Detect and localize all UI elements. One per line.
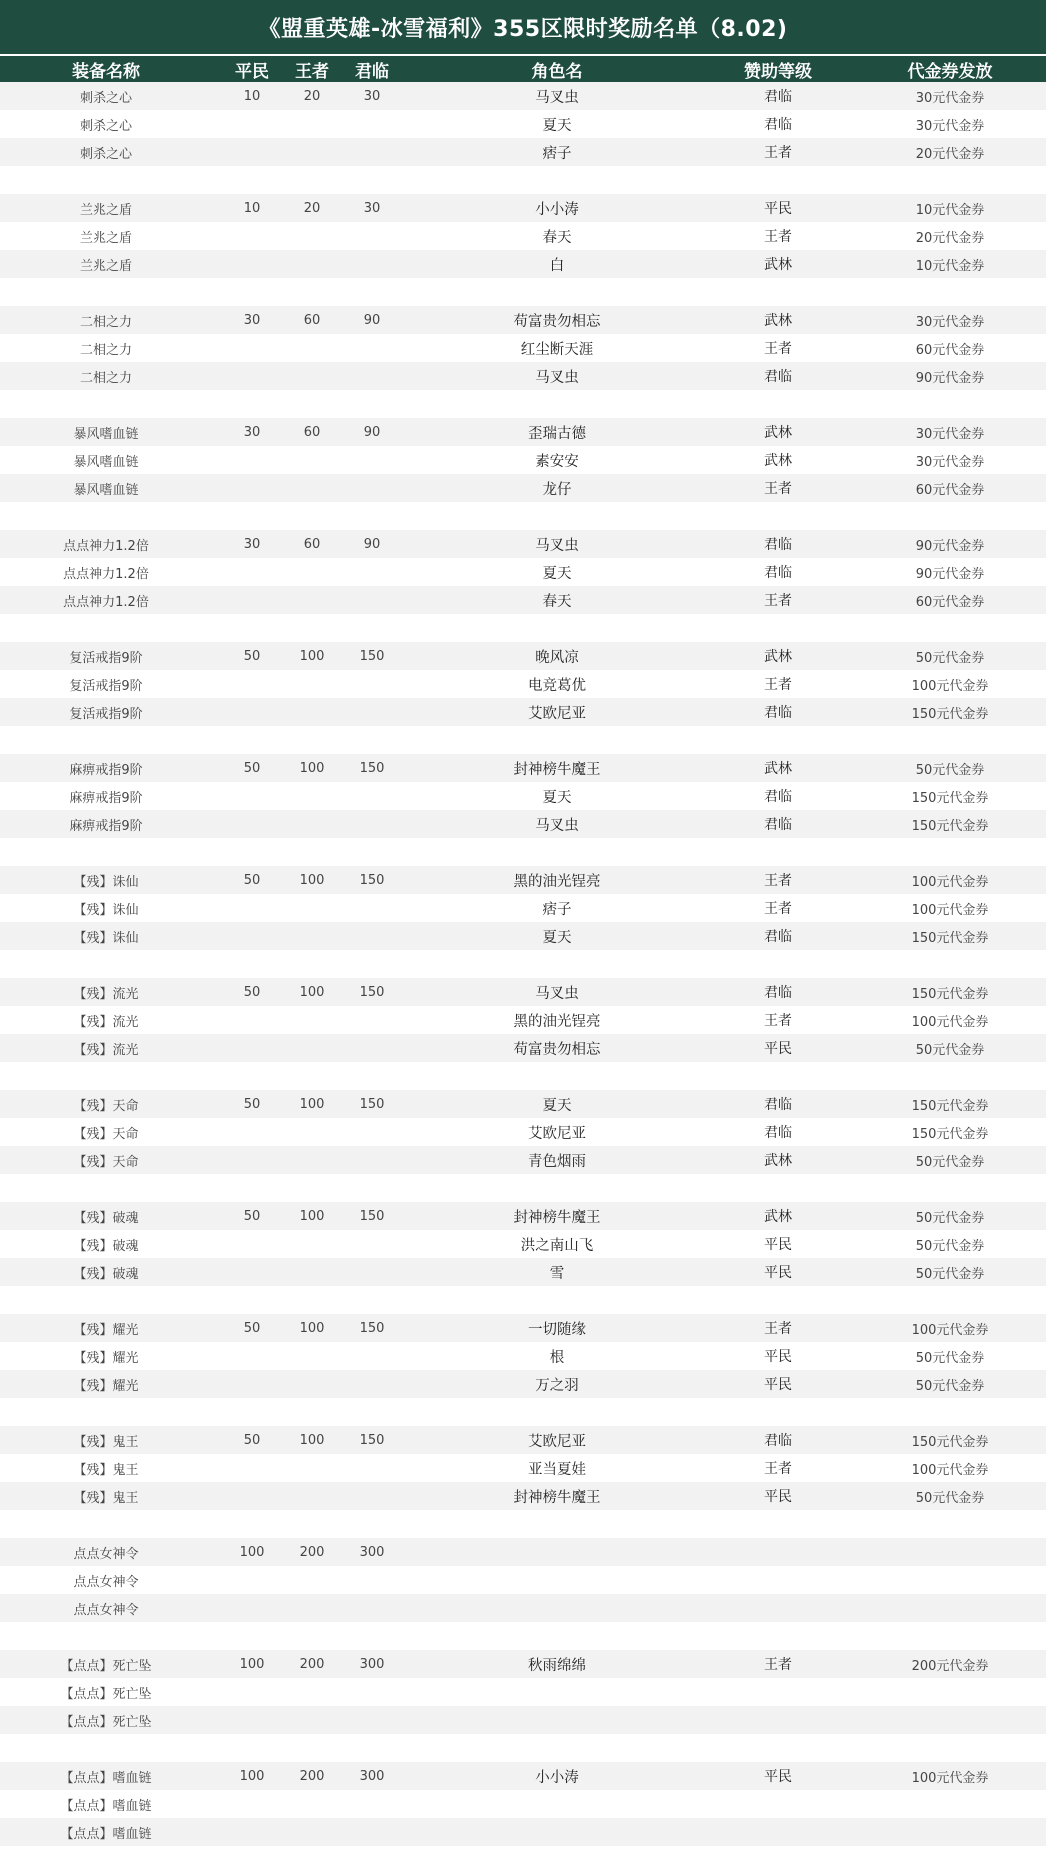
- sponsor-level-cell: 王者: [764, 145, 792, 161]
- header-tier-sovereign: 君临: [355, 61, 389, 82]
- tier-commoner-cell: 50: [243, 1432, 261, 1448]
- spacer-row: [0, 1286, 1046, 1314]
- equipment-name-cell: 暴风嗜血链: [73, 426, 139, 442]
- equipment-name-cell: 刺杀之心: [79, 90, 132, 106]
- table-row: [0, 894, 1046, 922]
- sponsor-level-cell: 君临: [764, 117, 792, 133]
- tier-commoner-cell: 10: [243, 88, 261, 104]
- table-row: [0, 922, 1046, 950]
- coupon-cell: 30元代金券: [915, 426, 985, 442]
- tier-sovereign-cell: 150: [359, 872, 385, 888]
- table-row: [0, 782, 1046, 810]
- coupon-cell: 50元代金券: [915, 1042, 985, 1058]
- spacer-row: [0, 726, 1046, 754]
- role-name-cell: 万之羽: [535, 1377, 579, 1394]
- table-row: [0, 1454, 1046, 1482]
- role-name-cell: 苟富贵勿相忘: [513, 1041, 601, 1058]
- sponsor-level-cell: 君临: [764, 789, 792, 805]
- tier-commoner-cell: 50: [243, 1096, 261, 1112]
- role-name-cell: 艾欧尼亚: [528, 1125, 586, 1142]
- coupon-cell: 100元代金券: [911, 1770, 989, 1786]
- header-coupon: 代金券发放: [907, 61, 993, 82]
- tier-sovereign-cell: 150: [359, 1096, 385, 1112]
- sponsor-level-cell: 君临: [764, 89, 792, 105]
- sponsor-level-cell: 君临: [764, 929, 792, 945]
- table-row: [0, 866, 1046, 894]
- equipment-name-cell: 【残】鬼王: [73, 1462, 139, 1478]
- role-name-cell: 晚风凉: [535, 649, 579, 666]
- equipment-name-cell: 【残】耀光: [73, 1378, 139, 1394]
- tier-king-cell: 100: [299, 1208, 325, 1224]
- tier-commoner-cell: 50: [243, 760, 261, 776]
- sponsor-level-cell: 王者: [764, 229, 792, 245]
- spacer-row: [0, 950, 1046, 978]
- role-name-cell: 痞子: [542, 145, 572, 162]
- equipment-name-cell: 兰兆之盾: [79, 258, 132, 274]
- role-name-cell: 马叉虫: [535, 89, 579, 106]
- coupon-cell: 100元代金券: [911, 874, 989, 890]
- tier-king-cell: 60: [303, 536, 321, 552]
- tier-commoner-cell: 30: [243, 536, 261, 552]
- coupon-cell: 90元代金券: [915, 370, 985, 386]
- sponsor-level-cell: 平民: [764, 201, 792, 217]
- equipment-name-cell: 【残】诛仙: [73, 930, 139, 946]
- spacer-row: [0, 390, 1046, 418]
- equipment-name-cell: 【点点】嗜血链: [60, 1770, 152, 1786]
- tier-sovereign-cell: 30: [363, 200, 381, 216]
- equipment-name-cell: 【点点】嗜血链: [60, 1798, 152, 1814]
- role-name-cell: 夏天: [542, 929, 572, 946]
- tier-sovereign-cell: 300: [359, 1544, 385, 1560]
- coupon-cell: 30元代金券: [915, 454, 985, 470]
- sponsor-level-cell: 武林: [764, 649, 792, 665]
- table-row: [0, 670, 1046, 698]
- equipment-name-cell: 【残】诛仙: [73, 874, 139, 890]
- coupon-cell: 30元代金券: [915, 90, 985, 106]
- role-name-cell: 马叉虫: [535, 369, 579, 386]
- sponsor-level-cell: 君临: [764, 537, 792, 553]
- tier-king-cell: 100: [299, 1096, 325, 1112]
- tier-sovereign-cell: 150: [359, 760, 385, 776]
- role-name-cell: 一切随缘: [528, 1321, 586, 1338]
- role-name-cell: 素安安: [535, 453, 579, 470]
- table-row: [0, 362, 1046, 390]
- table-row: [0, 82, 1046, 110]
- table-row: [0, 1762, 1046, 1790]
- tier-king-cell: 200: [299, 1768, 325, 1784]
- tier-king-cell: 100: [299, 1320, 325, 1336]
- tier-commoner-cell: 50: [243, 872, 261, 888]
- sponsor-level-cell: 平民: [764, 1769, 792, 1785]
- sponsor-level-cell: 武林: [764, 1153, 792, 1169]
- tier-commoner-cell: 50: [243, 648, 261, 664]
- role-name-cell: 根: [549, 1349, 565, 1366]
- role-name-cell: 歪瑞古德: [528, 425, 586, 442]
- tier-commoner-cell: 30: [243, 424, 261, 440]
- equipment-name-cell: 复活戒指9阶: [69, 706, 143, 722]
- sponsor-level-cell: 武林: [764, 257, 792, 273]
- tier-commoner-cell: 50: [243, 984, 261, 1000]
- role-name-cell: 小小涛: [535, 1769, 579, 1786]
- sponsor-level-cell: 王者: [764, 901, 792, 917]
- coupon-cell: 60元代金券: [915, 342, 985, 358]
- coupon-cell: 200元代金券: [911, 1658, 989, 1674]
- coupon-cell: 50元代金券: [915, 1266, 985, 1282]
- coupon-cell: 50元代金券: [915, 762, 985, 778]
- equipment-name-cell: 【残】破魂: [73, 1238, 139, 1254]
- equipment-name-cell: 【残】破魂: [73, 1266, 139, 1282]
- sponsor-level-cell: 君临: [764, 705, 792, 721]
- sponsor-level-cell: 君临: [764, 1125, 792, 1141]
- tier-commoner-cell: 100: [239, 1656, 265, 1672]
- table-row: [0, 110, 1046, 138]
- role-name-cell: 洪之南山飞: [520, 1237, 594, 1254]
- sponsor-level-cell: 王者: [764, 341, 792, 357]
- coupon-cell: 30元代金券: [915, 314, 985, 330]
- sponsor-level-cell: 平民: [764, 1041, 792, 1057]
- sponsor-level-cell: 平民: [764, 1237, 792, 1253]
- tier-king-cell: 60: [303, 312, 321, 328]
- equipment-name-cell: 刺杀之心: [79, 118, 132, 134]
- sponsor-level-cell: 君临: [764, 1433, 792, 1449]
- role-name-cell: 白: [549, 257, 565, 274]
- table-row: [0, 978, 1046, 1006]
- equipment-name-cell: 【点点】嗜血链: [60, 1826, 152, 1842]
- sponsor-level-cell: 王者: [764, 1321, 792, 1337]
- equipment-name-cell: 暴风嗜血链: [73, 482, 139, 498]
- equipment-name-cell: 【残】耀光: [73, 1322, 139, 1338]
- table-row: [0, 1594, 1046, 1622]
- role-name-cell: 春天: [542, 229, 572, 246]
- equipment-name-cell: 【残】鬼王: [73, 1434, 139, 1450]
- equipment-name-cell: 【残】流光: [73, 1042, 139, 1058]
- equipment-name-cell: 刺杀之心: [79, 146, 132, 162]
- coupon-cell: 60元代金券: [915, 482, 985, 498]
- tier-sovereign-cell: 150: [359, 1208, 385, 1224]
- equipment-name-cell: 麻痹戒指9阶: [69, 818, 143, 834]
- coupon-cell: 100元代金券: [911, 1322, 989, 1338]
- equipment-name-cell: 二相之力: [79, 370, 132, 386]
- table-row: [0, 1258, 1046, 1286]
- table-row: [0, 1342, 1046, 1370]
- coupon-cell: 50元代金券: [915, 1378, 985, 1394]
- table-row: [0, 810, 1046, 838]
- table-row: [0, 1482, 1046, 1510]
- table-row: [0, 1006, 1046, 1034]
- spacer-row: [0, 838, 1046, 866]
- equipment-name-cell: 点点神力1.2倍: [63, 566, 149, 582]
- sponsor-level-cell: 武林: [764, 425, 792, 441]
- sponsor-level-cell: 平民: [764, 1489, 792, 1505]
- role-name-cell: 春天: [542, 593, 572, 610]
- coupon-cell: 150元代金券: [911, 930, 989, 946]
- table-row: [0, 1818, 1046, 1846]
- role-name-cell: 雪: [549, 1265, 565, 1282]
- table-row: [0, 334, 1046, 362]
- spacer-row: [0, 1510, 1046, 1538]
- equipment-name-cell: 麻痹戒指9阶: [69, 790, 143, 806]
- role-name-cell: 封神榜牛魔王: [513, 1209, 601, 1226]
- table-row: [0, 474, 1046, 502]
- sponsor-level-cell: 王者: [764, 873, 792, 889]
- equipment-name-cell: 【残】破魂: [73, 1210, 139, 1226]
- equipment-name-cell: 【残】天命: [73, 1126, 139, 1142]
- table-row: [0, 1566, 1046, 1594]
- equipment-name-cell: 【残】流光: [73, 1014, 139, 1030]
- role-name-cell: 夏天: [542, 565, 572, 582]
- coupon-cell: 50元代金券: [915, 1238, 985, 1254]
- equipment-name-cell: 麻痹戒指9阶: [69, 762, 143, 778]
- coupon-cell: 150元代金券: [911, 790, 989, 806]
- tier-sovereign-cell: 300: [359, 1656, 385, 1672]
- tier-sovereign-cell: 90: [363, 536, 381, 552]
- table-row: [0, 558, 1046, 586]
- role-name-cell: 艾欧尼亚: [528, 705, 586, 722]
- spacer-row: [0, 1398, 1046, 1426]
- spacer-row: [0, 166, 1046, 194]
- tier-king-cell: 200: [299, 1656, 325, 1672]
- equipment-name-cell: 点点女神令: [73, 1574, 139, 1590]
- coupon-cell: 20元代金券: [915, 230, 985, 246]
- table-row: [0, 530, 1046, 558]
- spacer-row: [0, 1622, 1046, 1650]
- table-row: [0, 1090, 1046, 1118]
- header-role-name: 角色名: [531, 61, 583, 82]
- tier-sovereign-cell: 150: [359, 1432, 385, 1448]
- equipment-name-cell: 点点女神令: [73, 1602, 139, 1618]
- spacer-row: [0, 1062, 1046, 1090]
- table-row: [0, 138, 1046, 166]
- coupon-cell: 150元代金券: [911, 1098, 989, 1114]
- tier-sovereign-cell: 300: [359, 1768, 385, 1784]
- role-name-cell: 夏天: [542, 117, 572, 134]
- role-name-cell: 秋雨绵绵: [528, 1657, 586, 1674]
- sponsor-level-cell: 王者: [764, 481, 792, 497]
- sponsor-level-cell: 武林: [764, 313, 792, 329]
- tier-sovereign-cell: 30: [363, 88, 381, 104]
- table-row: [0, 250, 1046, 278]
- equipment-name-cell: 点点神力1.2倍: [63, 594, 149, 610]
- coupon-cell: 50元代金券: [915, 1154, 985, 1170]
- header-tier-king: 王者: [295, 61, 329, 82]
- spacer-row: [0, 1734, 1046, 1762]
- role-name-cell: 马叉虫: [535, 817, 579, 834]
- table-row: [0, 754, 1046, 782]
- role-name-cell: 黑的油光锃亮: [513, 1013, 601, 1030]
- sponsor-level-cell: 君临: [764, 1097, 792, 1113]
- coupon-cell: 50元代金券: [915, 1350, 985, 1366]
- table-row: [0, 586, 1046, 614]
- coupon-cell: 60元代金券: [915, 594, 985, 610]
- table-row: [0, 1370, 1046, 1398]
- coupon-cell: 100元代金券: [911, 1014, 989, 1030]
- sponsor-level-cell: 王者: [764, 1461, 792, 1477]
- coupon-cell: 50元代金券: [915, 650, 985, 666]
- tier-king-cell: 200: [299, 1544, 325, 1560]
- table-row: [0, 1790, 1046, 1818]
- tier-sovereign-cell: 150: [359, 984, 385, 1000]
- coupon-cell: 90元代金券: [915, 538, 985, 554]
- equipment-name-cell: 二相之力: [79, 314, 132, 330]
- role-name-cell: 封神榜牛魔王: [513, 1489, 601, 1506]
- tier-king-cell: 20: [303, 88, 321, 104]
- coupon-cell: 150元代金券: [911, 986, 989, 1002]
- role-name-cell: 红尘断天涯: [520, 341, 594, 358]
- coupon-cell: 10元代金券: [915, 202, 985, 218]
- table-row: [0, 698, 1046, 726]
- equipment-name-cell: 点点女神令: [73, 1546, 139, 1562]
- role-name-cell: 苟富贵勿相忘: [513, 313, 601, 330]
- tier-king-cell: 100: [299, 760, 325, 776]
- role-name-cell: 夏天: [542, 789, 572, 806]
- equipment-name-cell: 【残】鬼王: [73, 1490, 139, 1506]
- sponsor-level-cell: 武林: [764, 453, 792, 469]
- tier-sovereign-cell: 90: [363, 312, 381, 328]
- equipment-name-cell: 【点点】死亡坠: [60, 1714, 152, 1730]
- coupon-cell: 100元代金券: [911, 678, 989, 694]
- tier-sovereign-cell: 150: [359, 1320, 385, 1336]
- role-name-cell: 马叉虫: [535, 985, 579, 1002]
- sponsor-level-cell: 武林: [764, 1209, 792, 1225]
- header-equipment-name: 装备名称: [72, 61, 140, 82]
- tier-king-cell: 100: [299, 648, 325, 664]
- equipment-name-cell: 【残】天命: [73, 1098, 139, 1114]
- tier-commoner-cell: 50: [243, 1320, 261, 1336]
- tier-sovereign-cell: 150: [359, 648, 385, 664]
- sponsor-level-cell: 武林: [764, 761, 792, 777]
- table-body: [0, 82, 1046, 1846]
- equipment-name-cell: 兰兆之盾: [79, 230, 132, 246]
- role-name-cell: 封神榜牛魔王: [513, 761, 601, 778]
- role-name-cell: 夏天: [542, 1097, 572, 1114]
- tier-commoner-cell: 30: [243, 312, 261, 328]
- coupon-cell: 30元代金券: [915, 118, 985, 134]
- equipment-name-cell: 点点神力1.2倍: [63, 538, 149, 554]
- coupon-cell: 90元代金券: [915, 566, 985, 582]
- equipment-name-cell: 【点点】死亡坠: [60, 1686, 152, 1702]
- spacer-row: [0, 278, 1046, 306]
- sponsor-level-cell: 君临: [764, 817, 792, 833]
- equipment-name-cell: 兰兆之盾: [79, 202, 132, 218]
- role-name-cell: 青色烟雨: [528, 1153, 586, 1170]
- role-name-cell: 亚当夏娃: [528, 1461, 586, 1478]
- coupon-cell: 10元代金券: [915, 258, 985, 274]
- table-row: [0, 1034, 1046, 1062]
- sponsor-level-cell: 平民: [764, 1265, 792, 1281]
- table-row: [0, 642, 1046, 670]
- coupon-cell: 150元代金券: [911, 706, 989, 722]
- sponsor-level-cell: 平民: [764, 1349, 792, 1365]
- coupon-cell: 20元代金券: [915, 146, 985, 162]
- coupon-cell: 50元代金券: [915, 1490, 985, 1506]
- role-name-cell: 艾欧尼亚: [528, 1433, 586, 1450]
- tier-commoner-cell: 100: [239, 1768, 265, 1784]
- equipment-name-cell: 二相之力: [79, 342, 132, 358]
- role-name-cell: 痞子: [542, 901, 572, 918]
- equipment-name-cell: 【残】诛仙: [73, 902, 139, 918]
- spacer-row: [0, 1174, 1046, 1202]
- table-row: [0, 446, 1046, 474]
- table-row: [0, 194, 1046, 222]
- sponsor-level-cell: 王者: [764, 1013, 792, 1029]
- table-row: [0, 1230, 1046, 1258]
- tier-king-cell: 100: [299, 872, 325, 888]
- tier-commoner-cell: 10: [243, 200, 261, 216]
- coupon-cell: 150元代金券: [911, 1126, 989, 1142]
- coupon-cell: 100元代金券: [911, 902, 989, 918]
- tier-king-cell: 100: [299, 1432, 325, 1448]
- sponsor-level-cell: 王者: [764, 1657, 792, 1673]
- tier-king-cell: 100: [299, 984, 325, 1000]
- table-row: [0, 1650, 1046, 1678]
- sponsor-level-cell: 君临: [764, 985, 792, 1001]
- equipment-name-cell: 【点点】死亡坠: [60, 1658, 152, 1674]
- role-name-cell: 小小涛: [535, 201, 579, 218]
- equipment-name-cell: 复活戒指9阶: [69, 650, 143, 666]
- tier-sovereign-cell: 90: [363, 424, 381, 440]
- equipment-name-cell: 【残】天命: [73, 1154, 139, 1170]
- coupon-cell: 150元代金券: [911, 1434, 989, 1450]
- coupon-cell: 150元代金券: [911, 818, 989, 834]
- role-name-cell: 马叉虫: [535, 537, 579, 554]
- role-name-cell: 电竞葛优: [528, 677, 586, 694]
- equipment-name-cell: 暴风嗜血链: [73, 454, 139, 470]
- table-row: [0, 306, 1046, 334]
- sponsor-level-cell: 君临: [764, 565, 792, 581]
- tier-king-cell: 20: [303, 200, 321, 216]
- table-row: [0, 1538, 1046, 1566]
- table-row: [0, 1426, 1046, 1454]
- table-row: [0, 1314, 1046, 1342]
- coupon-cell: 50元代金券: [915, 1210, 985, 1226]
- role-name-cell: 龙仔: [542, 481, 572, 498]
- table-row: [0, 1146, 1046, 1174]
- equipment-name-cell: 【残】耀光: [73, 1350, 139, 1366]
- table-row: [0, 222, 1046, 250]
- table-header: [0, 56, 1046, 82]
- coupon-cell: 100元代金券: [911, 1462, 989, 1478]
- spacer-row: [0, 502, 1046, 530]
- sponsor-level-cell: 王者: [764, 677, 792, 693]
- tier-king-cell: 60: [303, 424, 321, 440]
- sheet-title: 《盟重英雄-冰雪福利》355区限时奖励名单（8.02): [0, 0, 1046, 54]
- table-row: [0, 1706, 1046, 1734]
- tier-commoner-cell: 100: [239, 1544, 265, 1560]
- sponsor-level-cell: 君临: [764, 369, 792, 385]
- table-row: [0, 1678, 1046, 1706]
- equipment-name-cell: 【残】流光: [73, 986, 139, 1002]
- equipment-name-cell: 复活戒指9阶: [69, 678, 143, 694]
- sponsor-level-cell: 平民: [764, 1377, 792, 1393]
- tier-commoner-cell: 50: [243, 1208, 261, 1224]
- header-tier-commoner: 平民: [235, 61, 269, 82]
- table-row: [0, 418, 1046, 446]
- table-row: [0, 1202, 1046, 1230]
- sponsor-level-cell: 王者: [764, 593, 792, 609]
- table-row: [0, 1118, 1046, 1146]
- header-sponsor-level: 赞助等级: [744, 61, 812, 82]
- role-name-cell: 黑的油光锃亮: [513, 873, 601, 890]
- spacer-row: [0, 614, 1046, 642]
